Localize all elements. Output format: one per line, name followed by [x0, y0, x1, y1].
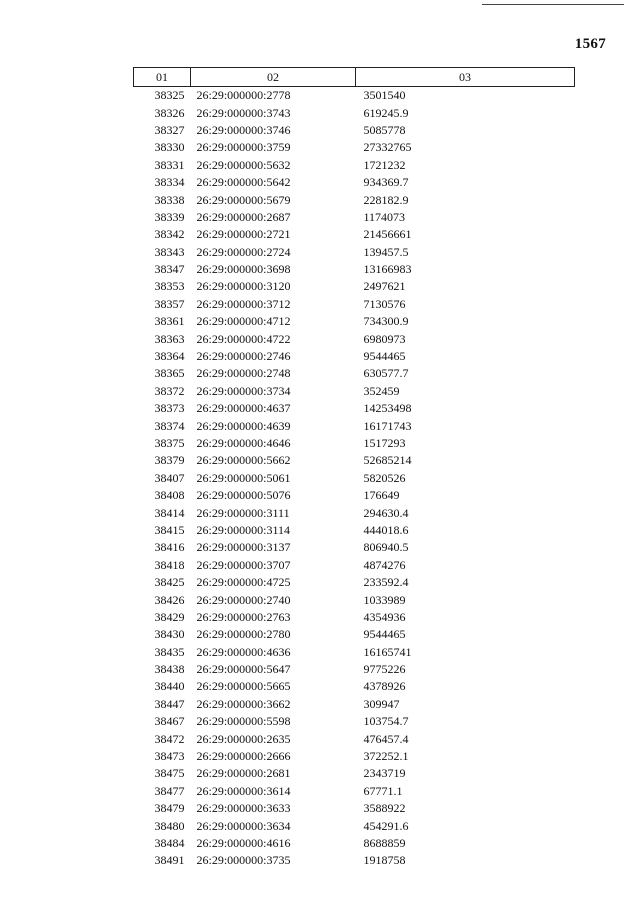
cell-col-02: 26:29:000000:5632	[196, 157, 291, 172]
cell-col-03: 16165741	[363, 644, 412, 659]
table-row	[134, 765, 575, 782]
cell-col-03: 4354936	[363, 609, 406, 624]
cell-col-02: 26:29:000000:4646	[196, 436, 291, 450]
table-row	[134, 644, 575, 661]
table-row	[134, 470, 575, 487]
table-row	[134, 835, 575, 852]
cell-col-01: 38379	[154, 453, 185, 468]
table-row	[134, 226, 575, 243]
table-row	[134, 122, 575, 139]
table-row	[134, 574, 575, 591]
cell-col-03: 476457.4	[363, 731, 409, 746]
table-row	[134, 626, 575, 643]
cell-col-03: 16171743	[363, 418, 412, 433]
table-row	[134, 800, 575, 817]
header-col-02: 02	[191, 68, 356, 87]
cell-col-03: 630577.7	[363, 366, 409, 381]
table-row	[134, 591, 575, 608]
header-row	[134, 68, 575, 87]
cell-col-02: 26:29:000000:2748	[196, 366, 291, 381]
cell-col-02: 26:29:000000:3137	[196, 540, 291, 555]
cell-col-03: 139457.5	[363, 244, 409, 259]
cell-col-03: 4378926	[363, 679, 406, 694]
cell-col-02: 26:29:000000:2746	[196, 349, 291, 364]
cell-col-01: 38438	[154, 662, 185, 677]
table-row	[134, 539, 575, 556]
table-row	[134, 557, 575, 574]
cell-col-01: 38374	[154, 418, 185, 433]
cell-col-03: 309947	[363, 696, 400, 711]
table-header	[134, 68, 575, 87]
cell-col-01: 38426	[154, 592, 185, 607]
cell-col-03: 6980973	[363, 331, 406, 346]
cell-col-03: 1721232	[363, 157, 406, 172]
table-row	[134, 678, 575, 695]
table-row	[134, 609, 575, 626]
cell-col-01: 38473	[154, 749, 185, 764]
cell-col-02: 26:29:000000:4639	[196, 418, 291, 433]
cell-col-02: 26:29:000000:5061	[196, 470, 291, 485]
table-row	[134, 696, 575, 713]
cell-col-01: 38477	[154, 783, 185, 798]
cell-col-02: 26:29:000000:3120	[196, 279, 291, 294]
cell-col-03: 2343719	[363, 766, 406, 781]
cell-col-03: 1033989	[363, 592, 406, 607]
cell-col-01: 38347	[154, 262, 185, 277]
cell-col-01: 38467	[154, 714, 185, 729]
cell-col-01: 38357	[154, 296, 185, 311]
cell-col-01: 38330	[154, 140, 185, 155]
cell-col-01: 38361	[154, 314, 185, 329]
cell-col-01: 38353	[154, 279, 185, 294]
cell-col-03: 233592.4	[363, 575, 409, 590]
cell-col-01: 38484	[154, 835, 185, 850]
cell-col-02: 26:29:000000:3746	[196, 122, 291, 137]
cell-col-03: 619245.9	[363, 105, 409, 120]
cell-col-01: 38415	[154, 522, 185, 537]
cell-col-02: 26:29:000000:5076	[196, 488, 291, 503]
table-row	[134, 104, 575, 121]
cell-col-03: 934369.7	[363, 175, 409, 190]
cell-col-02: 26:29:000000:2740	[196, 592, 291, 607]
cell-col-01: 38326	[154, 105, 185, 120]
cell-col-02: 26:29:000000:3698	[196, 262, 291, 277]
cell-col-02: 26:29:000000:2635	[196, 731, 291, 746]
table-row	[134, 330, 575, 347]
table-row	[134, 261, 575, 278]
cell-col-03: 13166983	[363, 262, 412, 277]
cell-col-03: 9544465	[363, 349, 406, 364]
table-row	[134, 713, 575, 730]
table-row	[134, 852, 575, 869]
cell-col-01: 38372	[154, 383, 185, 398]
page-number: 1567	[574, 36, 606, 52]
cell-col-01: 38435	[154, 644, 185, 659]
cell-col-03: 444018.6	[363, 522, 409, 537]
cell-col-01: 38342	[154, 227, 185, 242]
table-row	[134, 400, 575, 417]
cell-col-03: 4874276	[363, 557, 406, 572]
cell-col-02: 26:29:000000:3743	[196, 105, 291, 120]
table-row	[134, 383, 575, 400]
cell-col-03: 21456661	[363, 227, 412, 242]
cell-col-02: 26:29:000000:3759	[196, 140, 291, 155]
cell-col-03: 7130576	[363, 296, 406, 311]
cell-col-03: 454291.6	[363, 818, 409, 833]
cell-col-03: 9775226	[363, 662, 406, 677]
cell-col-01: 38414	[154, 505, 185, 520]
cell-col-03: 103754.7	[363, 714, 409, 729]
table-row	[134, 748, 575, 765]
cell-col-03: 372252.1	[363, 749, 409, 764]
cell-col-03: 1174073	[363, 209, 406, 224]
cell-col-01: 38339	[154, 209, 185, 224]
table-row	[134, 139, 575, 156]
cell-col-02: 26:29:000000:3662	[196, 696, 291, 711]
cell-col-03: 52685214	[363, 453, 412, 468]
cell-col-03: 2497621	[363, 279, 406, 294]
table-row	[134, 661, 575, 678]
cell-col-02: 26:29:000000:3734	[196, 383, 291, 398]
cell-col-02: 26:29:000000:5642	[196, 175, 291, 190]
table-row	[134, 296, 575, 313]
table-row	[134, 783, 575, 800]
cell-col-03: 294630.4	[363, 505, 409, 520]
cell-col-02: 26:29:000000:3707	[196, 557, 291, 572]
table-row	[134, 313, 575, 330]
cell-col-01: 38343	[154, 244, 185, 259]
cell-col-01: 38418	[154, 557, 185, 572]
table-body	[134, 87, 575, 870]
cell-col-02: 26:29:000000:4712	[196, 314, 291, 329]
cell-col-03: 1918758	[363, 853, 406, 868]
cell-col-01: 38491	[154, 853, 185, 868]
cell-col-03: 27332765	[363, 140, 412, 155]
cell-col-03: 352459	[363, 383, 400, 398]
cell-col-03: 1517293	[363, 436, 406, 450]
table-row	[134, 730, 575, 747]
header-col-03: 03	[356, 68, 575, 87]
cell-col-01: 38327	[154, 122, 185, 137]
cell-col-01: 38480	[154, 818, 185, 833]
cell-col-01: 38364	[154, 349, 185, 364]
table-row	[134, 504, 575, 521]
table-row	[134, 191, 575, 208]
cell-col-01: 38408	[154, 488, 185, 503]
table-row	[134, 278, 575, 295]
cell-col-02: 26:29:000000:5679	[196, 192, 291, 207]
cell-col-01: 38334	[154, 175, 185, 190]
cell-col-01: 38331	[154, 157, 185, 172]
data-table	[133, 67, 575, 870]
cell-col-03: 806940.5	[363, 540, 409, 555]
cell-col-01: 38325	[154, 88, 185, 103]
cell-col-02: 26:29:000000:2724	[196, 244, 291, 259]
cell-col-02: 26:29:000000:3114	[196, 522, 291, 537]
cell-col-01: 38479	[154, 801, 185, 816]
table-row	[134, 209, 575, 226]
cell-col-03: 176649	[363, 488, 400, 503]
cell-col-01: 38373	[154, 401, 185, 416]
cell-col-02: 26:29:000000:3633	[196, 801, 291, 816]
table-row	[134, 365, 575, 382]
cell-col-01: 38338	[154, 192, 185, 207]
cell-col-01: 38375	[154, 436, 185, 450]
cell-col-01: 38363	[154, 331, 185, 346]
header-col-01: 01	[134, 68, 191, 87]
cell-col-02: 26:29:000000:3111	[196, 505, 290, 520]
cell-col-03: 14253498	[363, 401, 412, 416]
cell-col-03: 5820526	[363, 470, 406, 485]
cell-col-03: 3501540	[363, 88, 406, 103]
cell-col-03: 734300.9	[363, 314, 409, 329]
cell-col-02: 26:29:000000:2763	[196, 609, 291, 624]
cell-col-02: 26:29:000000:2780	[196, 627, 291, 642]
cell-col-03: 3588922	[363, 801, 406, 816]
cell-col-02: 26:29:000000:2778	[196, 88, 291, 103]
table-row	[134, 452, 575, 469]
cell-col-01: 38425	[154, 575, 185, 590]
top-rule	[482, 4, 624, 5]
cell-col-02: 26:29:000000:5647	[196, 662, 291, 677]
cell-col-02: 26:29:000000:4636	[196, 644, 291, 659]
cell-col-02: 26:29:000000:4722	[196, 331, 291, 346]
cell-col-02: 26:29:000000:2666	[196, 749, 291, 764]
cell-col-02: 26:29:000000:5665	[196, 679, 291, 694]
cell-col-02: 26:29:000000:3712	[196, 296, 291, 311]
table-row	[134, 522, 575, 539]
cell-col-02: 26:29:000000:3735	[196, 853, 291, 868]
table-row	[134, 157, 575, 174]
cell-col-02: 26:29:000000:5598	[196, 714, 291, 729]
table-row	[134, 174, 575, 191]
cell-col-01: 38472	[154, 731, 185, 746]
cell-col-02: 26:29:000000:4637	[196, 401, 291, 416]
cell-col-02: 26:29:000000:3614	[196, 783, 291, 798]
cell-col-02: 26:29:000000:4616	[196, 835, 291, 850]
cell-col-02: 26:29:000000:2687	[196, 209, 291, 224]
cell-col-02: 26:29:000000:4725	[196, 575, 291, 590]
table-row	[134, 244, 575, 261]
table-row	[134, 435, 575, 452]
cell-col-01: 38365	[154, 366, 185, 381]
table-row	[134, 417, 575, 434]
cell-col-02: 26:29:000000:2721	[196, 227, 291, 242]
table-row	[134, 348, 575, 365]
table-row	[134, 87, 575, 105]
cell-col-01: 38430	[154, 627, 185, 642]
table-row	[134, 487, 575, 504]
cell-col-01: 38447	[154, 696, 185, 711]
cell-col-03: 5085778	[363, 122, 406, 137]
cell-col-01: 38407	[154, 470, 185, 485]
cell-col-03: 67771.1	[363, 783, 403, 798]
cell-col-02: 26:29:000000:2681	[196, 766, 291, 781]
cell-col-01: 38416	[154, 540, 185, 555]
cell-col-03: 228182.9	[363, 192, 409, 207]
table-row	[134, 817, 575, 834]
cell-col-02: 26:29:000000:3634	[196, 818, 291, 833]
cell-col-01: 38429	[154, 609, 185, 624]
cell-col-01: 38475	[154, 766, 185, 781]
cell-col-03: 9544465	[363, 627, 406, 642]
cell-col-02: 26:29:000000:5662	[196, 453, 291, 468]
cell-col-01: 38440	[154, 679, 185, 694]
cell-col-03: 8688859	[363, 835, 406, 850]
